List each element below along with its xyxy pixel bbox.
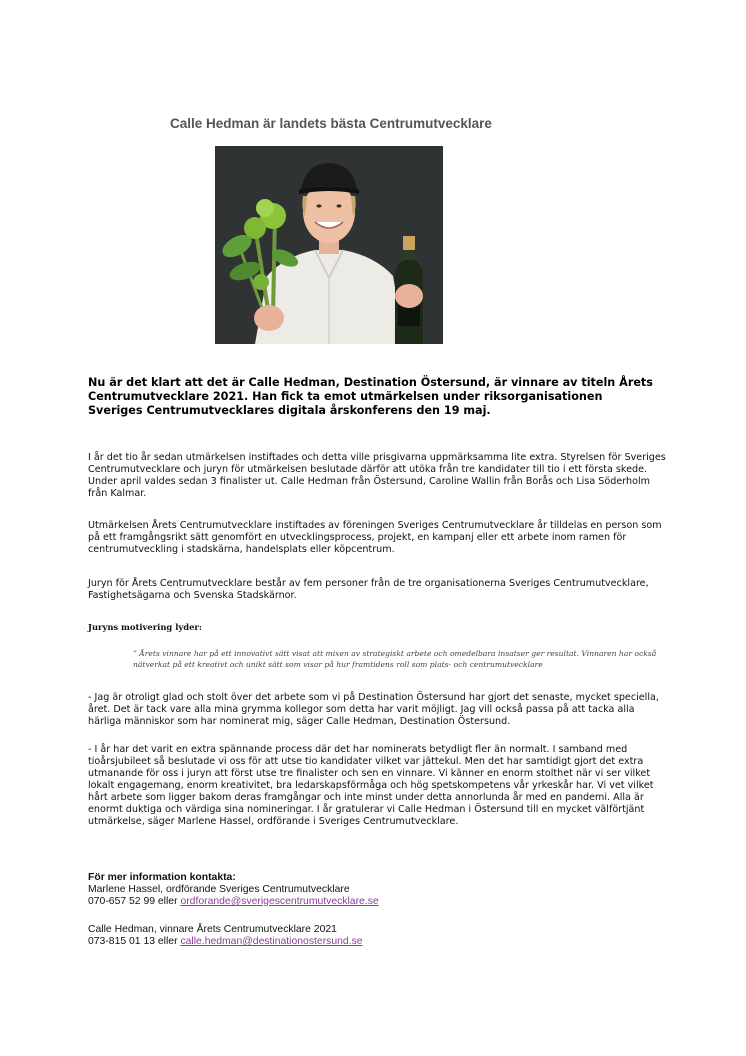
- motivation-heading: Juryns motivering lyder:: [88, 622, 202, 632]
- contact-person-1-name: Marlene Hassel, ordförande Sveriges Centrumutvecklare: [88, 884, 350, 895]
- contact-person-2-phone: 073-815 01 13 eller: [88, 936, 178, 947]
- contact-person-1-phone: 070-657 52 99 eller: [88, 896, 178, 907]
- body-paragraph: Juryn för Årets Centrumutvecklare består av fem personer från de tre organisationerna Sveriges Centrumutvecklare, Fastighetsägarna och Svenska Stadskärnor.: [88, 578, 649, 601]
- contact-person-2-name: Calle Hedman, vinnare Årets Centrumutvecklare 2021: [88, 924, 337, 935]
- contact-block-2: [88, 924, 588, 948]
- contact-person-2-line: [88, 936, 588, 948]
- contact-heading: För mer information kontakta:: [88, 872, 236, 883]
- contact-person-1-email-link[interactable]: ordforande@sverigescentrumutvecklare.se: [180, 896, 379, 907]
- body-paragraph: I år det tio år sedan utmärkelsen instiftades och detta ville prisgivarna uppmärksamma lite extra. Styrelsen för Sveriges Centrumutvecklare och juryn för utmärkelsen beslutade därför att utöka från tre kandidater till tio i ett första skede. Under april valdes sedan 3 finalister ut. Calle Hedman från Östersund, Caroline Wallin från Borås och Lisa Söderholm från Kalmar.: [88, 452, 666, 499]
- portrait-photo: [215, 146, 443, 344]
- contact-person-1-line: [88, 896, 588, 908]
- article-title: Calle Hedman är landets bästa Centrumutvecklare: [170, 116, 492, 131]
- winner-quote: - Jag är otroligt glad och stolt över det arbete som vi på Destination Östersund har gjort det senaste, mycket speciella, året. Det är tack vare alla mina grymma kollegor som detta har varit möjligt. Jag vill också passa på att tacka alla härliga människor som har nominerat mig, säger Calle Hedman, Destination Östersund.: [88, 692, 659, 727]
- lead-paragraph: Nu är det klart att det är Calle Hedman, Destination Östersund, är vinnare av titeln Årets Centrumutvecklare 2021. Han fick ta emot utmärkelsen under riksorganisationen Sveriges Centrumutvecklares digitala årskonferens den 19 maj.: [88, 376, 653, 417]
- motivation-quote: ” Årets vinnare har på ett innovativt sätt visat att mixen av strategiskt arbete och omedelbara insatser ger resultat. Vinnaren har också nätverkat på ett kreativt och unikt sätt som visar på hur framtidens roll som plats- och centrumutvecklare: [133, 649, 657, 669]
- body-paragraph: Utmärkelsen Årets Centrumutvecklare instiftades av föreningen Sveriges Centrumutvecklare år tilldelas en person som på ett framgångsrikt sätt genomfört en utvecklingsprocess, projekt, en kampanj eller ett arbete inom ramen för centrumutveckling i stadskärna, handelsplats eller köpcentrum.: [88, 520, 662, 555]
- chair-quote: - I år har det varit en extra spännande process där det har nominerats betydligt fler än normalt. I samband med tioårsjubileet så beslutade vi oss för att utse tio kandidater vilket var jättekul. Men det har samtidigt gjort det extra utmanande för oss i juryn att först utse tre finalister och sen en vinnare. Vi känner en enorm stolthet när vi ser vilket lokalt engagemang, enorm kreativitet, bra ledarskapsförmåga och hög spetskompetens vår yrkeskår har. Vi vet vilket hårt arbete som ligger bakom deras framgångar och inte minst under detta annorlunda år med en pandemi. Alla är enormt duktiga och värdiga sina nomineringar. I år gratulerar vi Calle Hedman i Östersund till en mycket välförtjänt utmärkelse, säger Marlene Hassel, ordförande i Sveriges Centrumutvecklare.: [88, 744, 654, 827]
- contact-block: [88, 872, 588, 908]
- contact-person-2-email-link[interactable]: calle.hedman@destinationostersund.se: [180, 936, 363, 947]
